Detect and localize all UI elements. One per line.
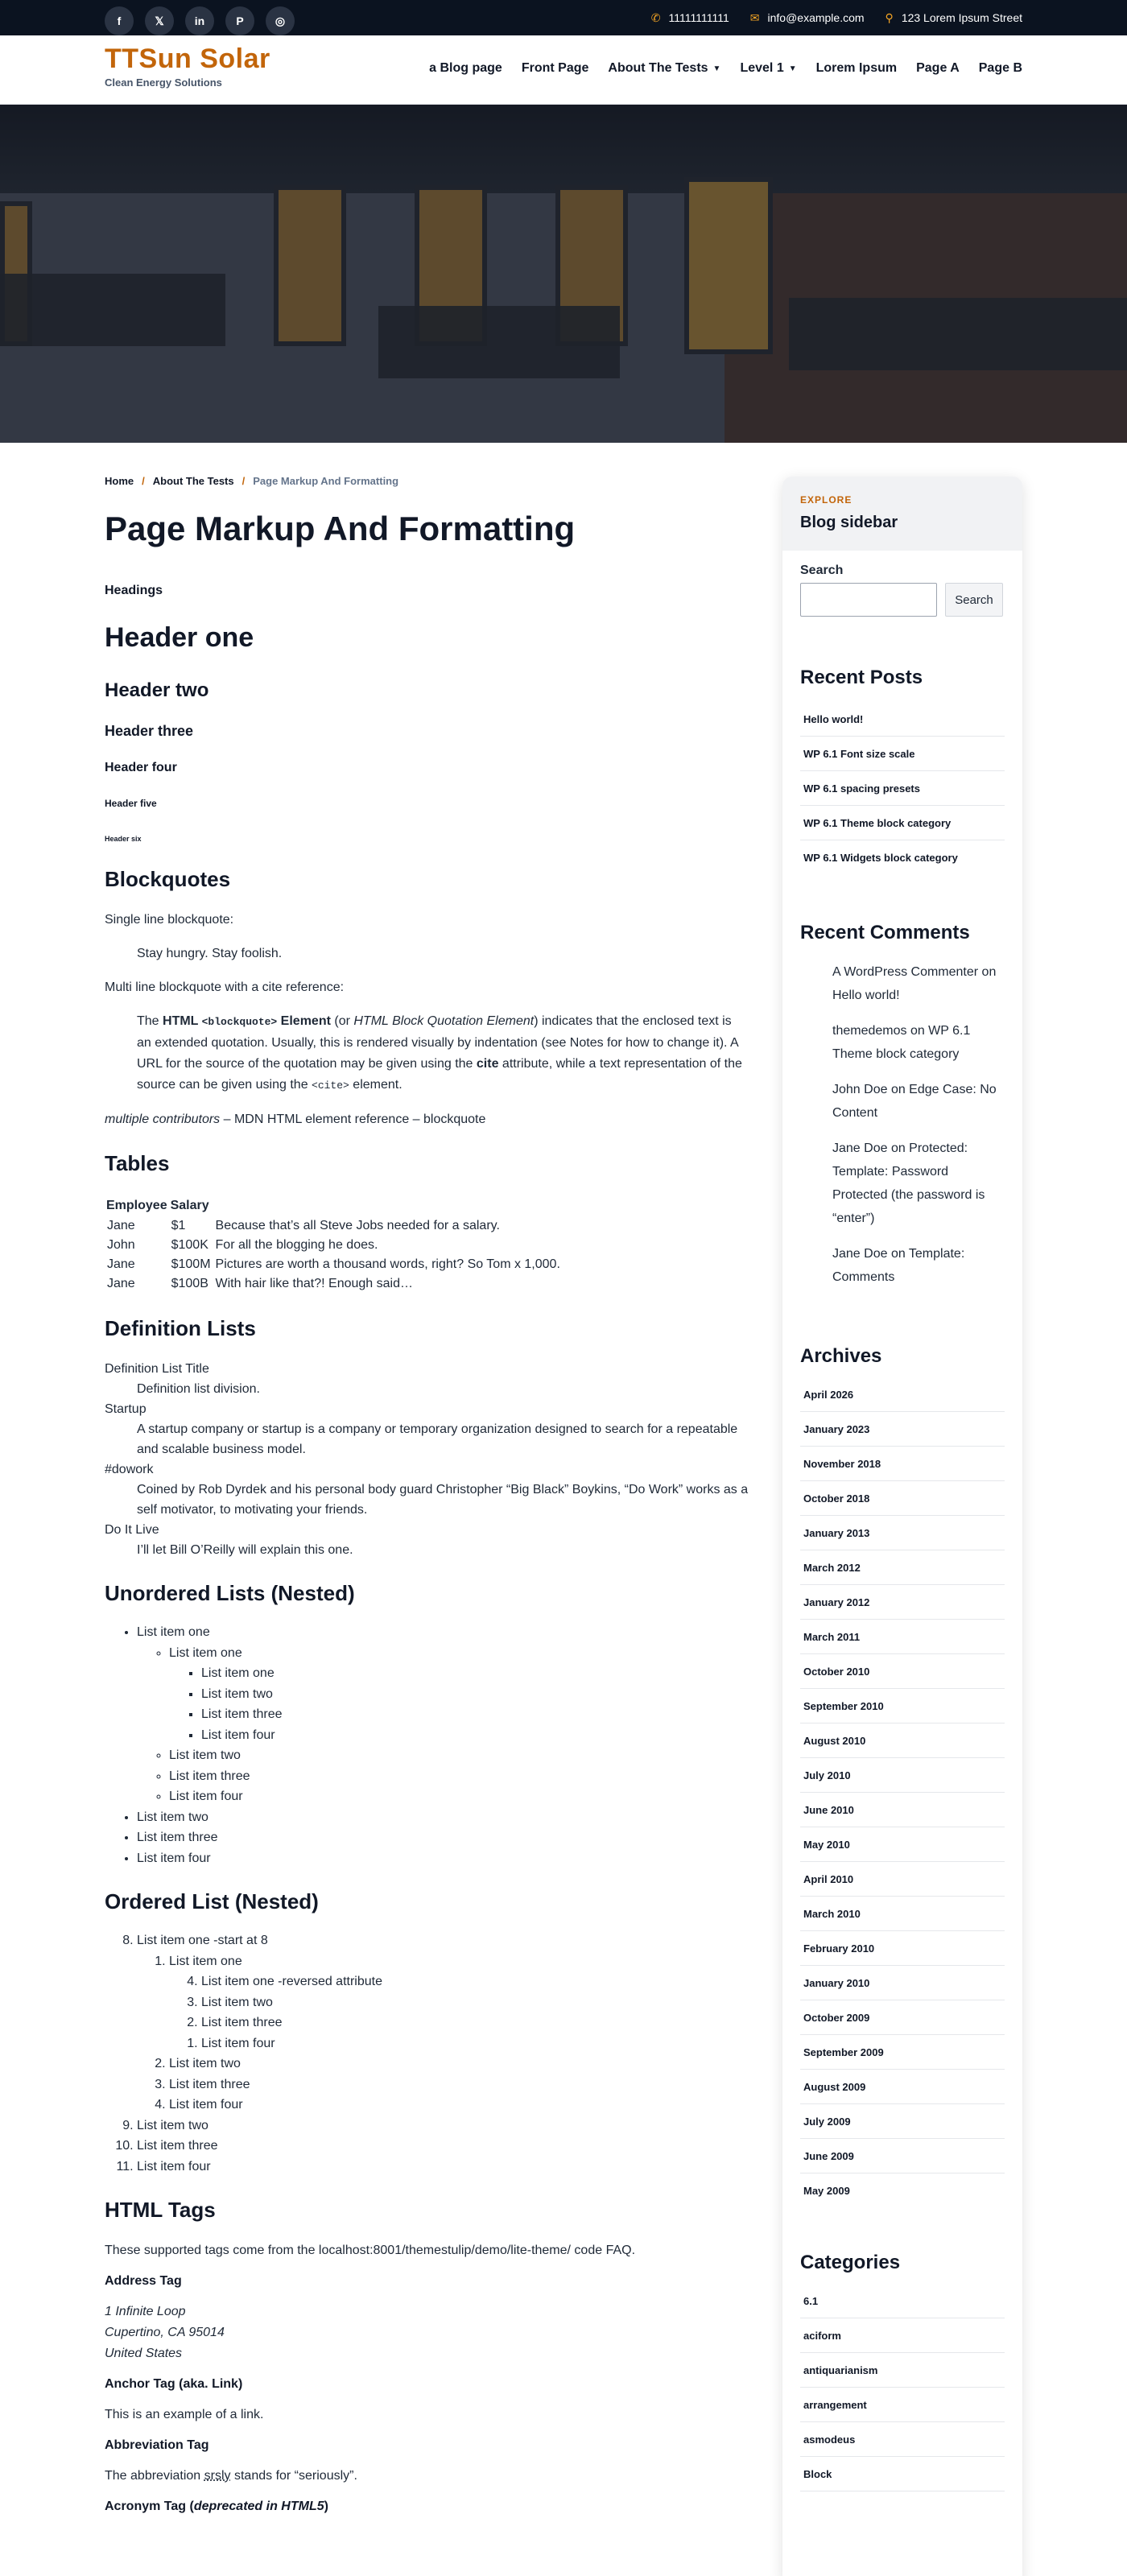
archive-link[interactable]: September 2010 <box>800 1689 1005 1724</box>
list-item: ▪ List item one <box>201 1663 749 1684</box>
archive-link[interactable]: February 2010 <box>800 1931 1005 1966</box>
archive-link[interactable]: August 2009 <box>800 2070 1005 2104</box>
archive-link[interactable]: May 2009 <box>803 2185 850 2197</box>
archive-link[interactable]: March 2011 <box>800 1620 1005 1654</box>
archives-title: Archives <box>800 1345 882 1367</box>
anchor-example[interactable]: This is an example of a link. <box>105 2408 264 2421</box>
archive-link[interactable]: October 2010 <box>800 1654 1005 1689</box>
list-item: ◦ List item one ▪ List item one ▪ List item two ▪ List item three ▪ List item four <box>169 1643 749 1746</box>
heading-h3: Header three <box>105 723 194 739</box>
archives-list <box>800 1377 1005 2208</box>
recent-comment[interactable]: themedemos on WP 6.1 Theme block category <box>832 1024 971 1061</box>
sidebar-header <box>782 477 1022 551</box>
breadcrumb-home[interactable]: Home <box>105 475 134 487</box>
linkedin-icon[interactable]: in <box>185 6 214 35</box>
list-item: • List item one ◦ List item one ▪ List item one ▪ List item two ▪ List item three ▪ List item four ◦ List item two ◦ List item three ◦ List item four <box>137 1622 749 1807</box>
heading-h1: Header one <box>105 622 254 653</box>
recent-post-link[interactable]: WP 6.1 spacing presets <box>800 771 1005 806</box>
site-tagline: Clean Energy Solutions <box>105 76 222 89</box>
list-item: 1. List item four <box>201 2033 749 2054</box>
unordered-list <box>137 1622 749 1868</box>
tables-title: Tables <box>105 1151 170 1175</box>
x-twitter-icon[interactable]: 𝕏 <box>145 6 174 35</box>
site-brand[interactable] <box>105 43 270 89</box>
archive-link[interactable]: September 2009 <box>800 2035 1005 2070</box>
multi-blockquote-label: Multi line blockquote with a cite reference: <box>105 980 345 994</box>
heading-h6: Header six <box>105 835 142 843</box>
list-item: 8. List item one -start at 8 1. List item one 4. List item one -reversed attribute 3. List item two 2. List item three 1. List item four 2. List item two 3. List item three 4. List item four <box>137 1930 749 2116</box>
list-item: 2. List item three <box>201 2013 749 2033</box>
envelope-icon: ✉ <box>749 10 760 24</box>
recent-comment[interactable]: Jane Doe on Template: Comments <box>832 1247 965 1284</box>
archive-link[interactable]: October 2018 <box>800 1481 1005 1516</box>
phone-number[interactable]: 11111111111 <box>668 11 729 24</box>
blog-sidebar <box>782 477 1022 2576</box>
archive-link[interactable]: January 2023 <box>800 1412 1005 1447</box>
search-label: Search <box>800 564 844 577</box>
list-item: 11. List item four <box>137 2157 749 2178</box>
archive-link[interactable]: March 2010 <box>800 1897 1005 1931</box>
list-item: • List item three <box>137 1827 749 1848</box>
categories-title: Categories <box>800 2252 901 2273</box>
categories-list <box>800 2284 1005 2491</box>
address-block: 1 Infinite Loop Cupertino, CA 95014 United States <box>105 2305 225 2360</box>
table-header-salary: Salary <box>170 1199 209 1212</box>
map-pin-icon: ⚲ <box>885 10 894 24</box>
archive-link[interactable]: April 2010 <box>800 1862 1005 1897</box>
chevron-down-icon: ▼ <box>712 64 721 73</box>
list-item: 2. List item two <box>169 2054 749 2074</box>
list-item: 4. List item four <box>169 2095 749 2116</box>
sidebar-eyebrow: EXPLORE <box>800 494 852 506</box>
list-item: 1. List item one 4. List item one -reversed attribute 3. List item two 2. List item three 1. List item four <box>169 1951 749 2054</box>
single-blockquote: Stay hungry. Stay foolish. <box>137 947 283 960</box>
hero-image <box>0 105 1127 443</box>
recent-comment[interactable]: A WordPress Commenter on Hello world! <box>832 965 997 1002</box>
archive-link[interactable]: May 2010 <box>800 1827 1005 1862</box>
recent-post-link[interactable]: WP 6.1 Font size scale <box>800 737 1005 771</box>
address-tag-title: Address Tag <box>105 2274 182 2288</box>
list-item: ▪ List item three <box>201 1704 749 1725</box>
list-item: ◦ List item four <box>169 1786 749 1807</box>
table-row: Jane $1 Because that’s all Steve Jobs needed for a salary. <box>107 1219 500 1232</box>
email-link[interactable]: info@example.com <box>767 11 865 24</box>
definition-lists-title: Definition Lists <box>105 1316 256 1340</box>
headings-label: Headings <box>105 584 163 597</box>
single-blockquote-label: Single line blockquote: <box>105 913 234 927</box>
table-row: John $100K For all the blogging he does. <box>107 1238 378 1252</box>
recent-comments-title: Recent Comments <box>800 922 970 943</box>
breadcrumb: Home / About The Tests / Page Markup And Formatting <box>105 475 399 487</box>
nav-item-page-b[interactable]: Page B <box>978 61 1022 75</box>
main-nav <box>429 61 1022 76</box>
table-header-employee: Employee <box>106 1199 167 1212</box>
table-row: Jane $100B With hair like that?! Enough said… <box>107 1277 413 1290</box>
page-title: Page Markup And Formatting <box>105 510 576 547</box>
category-link[interactable]: 6.1 <box>800 2284 1005 2318</box>
nav-item-about-the-tests[interactable]: About The Tests ▼ <box>608 61 721 75</box>
nav-item-page-a[interactable]: Page A <box>916 61 960 75</box>
category-link[interactable]: antiquarianism <box>800 2353 1005 2388</box>
list-item: ▪ List item two <box>201 1684 749 1705</box>
chevron-down-icon: ▼ <box>788 64 797 73</box>
abbreviation-example: The abbreviation srsly stands for “seriously”. <box>105 2469 357 2483</box>
list-item: ◦ List item three <box>169 1766 749 1787</box>
nav-item-front-page[interactable]: Front Page <box>521 61 589 75</box>
recent-posts-list <box>800 702 1005 875</box>
list-item: 3. List item two <box>201 1992 749 2013</box>
recent-comment[interactable]: Jane Doe on Protected: Template: Password Protected (the password is “enter”) <box>832 1141 985 1225</box>
archive-link[interactable]: January 2013 <box>800 1516 1005 1550</box>
unordered-lists-title: Unordered Lists (Nested) <box>105 1581 355 1605</box>
archive-link[interactable]: June 2010 <box>800 1793 1005 1827</box>
nav-item-blog-page[interactable]: a Blog page <box>429 61 502 75</box>
archive-link[interactable]: November 2018 <box>800 1447 1005 1481</box>
address-text: 123 Lorem Ipsum Street <box>901 11 1022 24</box>
top-bar <box>0 0 1127 35</box>
heading-h4: Header four <box>105 761 177 774</box>
archive-link[interactable]: January 2010 <box>800 1966 1005 2000</box>
list-item: ◦ List item two <box>169 1745 749 1766</box>
anchor-tag-title: Anchor Tag (aka. Link) <box>105 2377 243 2391</box>
multi-blockquote: The HTML <blockquote> Element (or HTML Block Quotation Element) indicates that the enclosed text is an extended quotation. Usually, this is rendered visually by indentation (see Notes for how to change it). A URL for the source of the quotation may be given using the cite attribute, while a text representation of the source can be given using the <cite> element. <box>137 1014 742 1092</box>
search-input[interactable] <box>800 583 937 617</box>
recent-comments-list <box>832 960 1005 1289</box>
html-tags-title: HTML Tags <box>105 2198 216 2222</box>
acronym-tag-title: Acronym Tag (deprecated in HTML5) <box>105 2500 328 2513</box>
social-links <box>105 6 295 35</box>
recent-post-link[interactable]: WP 6.1 Theme block category <box>800 806 1005 840</box>
list-item: ▪ List item four <box>201 1725 749 1746</box>
list-item: 9. List item two <box>137 2116 749 2136</box>
archive-link[interactable]: April 2026 <box>800 1377 1005 1412</box>
list-item: 10. List item three <box>137 2136 749 2157</box>
facebook-icon[interactable]: f <box>105 6 134 35</box>
category-link[interactable]: asmodeus <box>800 2422 1005 2457</box>
html-tags-intro: These supported tags come from the localhost:8001/themestulip/demo/lite-theme/ code FAQ. <box>105 2244 636 2257</box>
definition-list: Definition List Title Definition list division. Startup A startup company or startup is a company or temporary organization designed to search for a repeatable and scalable business model. #dowork Coined by Rob Dyrdek and his personal body guard Christopher “Big Black” Boykins, “Do Work” works as a self motivator, to motivating your friends. Do It Live I’ll let Bill O’Reilly will explain this one. <box>105 1362 749 1557</box>
category-link[interactable]: aciform <box>800 2318 1005 2353</box>
sidebar-title: Blog sidebar <box>800 514 898 531</box>
heading-h2: Header two <box>105 679 209 701</box>
phone-icon: ✆ <box>650 10 661 24</box>
archive-link[interactable]: June 2009 <box>800 2139 1005 2174</box>
pinterest-icon[interactable]: P <box>225 6 254 35</box>
archive-link[interactable]: March 2012 <box>800 1550 1005 1585</box>
recent-post-link[interactable]: WP 6.1 Widgets block category <box>803 852 958 864</box>
breadcrumb-current: Page Markup And Formatting <box>253 475 399 487</box>
ordered-list-title: Ordered List (Nested) <box>105 1889 319 1913</box>
nav-item-lorem-ipsum[interactable]: Lorem Ipsum <box>815 61 898 75</box>
abbreviation-tag-title: Abbreviation Tag <box>105 2438 209 2452</box>
nav-item-level-1[interactable]: Level 1 ▼ <box>740 61 797 75</box>
archive-link[interactable]: October 2009 <box>800 2000 1005 2035</box>
ordered-list <box>137 1930 749 2177</box>
recent-post-link[interactable]: Hello world! <box>800 702 1005 737</box>
heading-h5: Header five <box>105 798 157 809</box>
archive-link[interactable]: July 2009 <box>800 2104 1005 2139</box>
list-item: 4. List item one -reversed attribute <box>201 1971 749 1992</box>
site-name[interactable]: TTSun Solar <box>105 43 270 74</box>
table-row: Jane $100M Pictures are worth a thousand words, right? So Tom x 1,000. <box>107 1257 560 1271</box>
list-item: • List item four <box>137 1848 749 1869</box>
archive-link[interactable]: August 2010 <box>800 1724 1005 1758</box>
search-button[interactable]: Search <box>945 583 1003 617</box>
recent-posts-title: Recent Posts <box>800 667 923 688</box>
blockquotes-title: Blockquotes <box>105 867 231 891</box>
breadcrumb-parent[interactable]: About The Tests <box>152 475 234 487</box>
list-item: 3. List item three <box>169 2074 749 2095</box>
employee-table <box>105 1195 563 1294</box>
category-link[interactable]: Block <box>800 2457 1005 2491</box>
contact-info <box>651 0 1022 35</box>
main-content <box>105 475 749 2514</box>
archive-link[interactable]: January 2012 <box>800 1585 1005 1620</box>
instagram-icon[interactable]: ◎ <box>266 6 295 35</box>
blockquote-cite: multiple contributors – MDN HTML element reference – blockquote <box>105 1113 486 1126</box>
category-link[interactable]: arrangement <box>800 2388 1005 2422</box>
archive-link[interactable]: July 2010 <box>800 1758 1005 1793</box>
site-header <box>0 35 1127 105</box>
recent-comment[interactable]: John Doe on Edge Case: No Content <box>832 1083 997 1120</box>
list-item: • List item two <box>137 1807 749 1828</box>
